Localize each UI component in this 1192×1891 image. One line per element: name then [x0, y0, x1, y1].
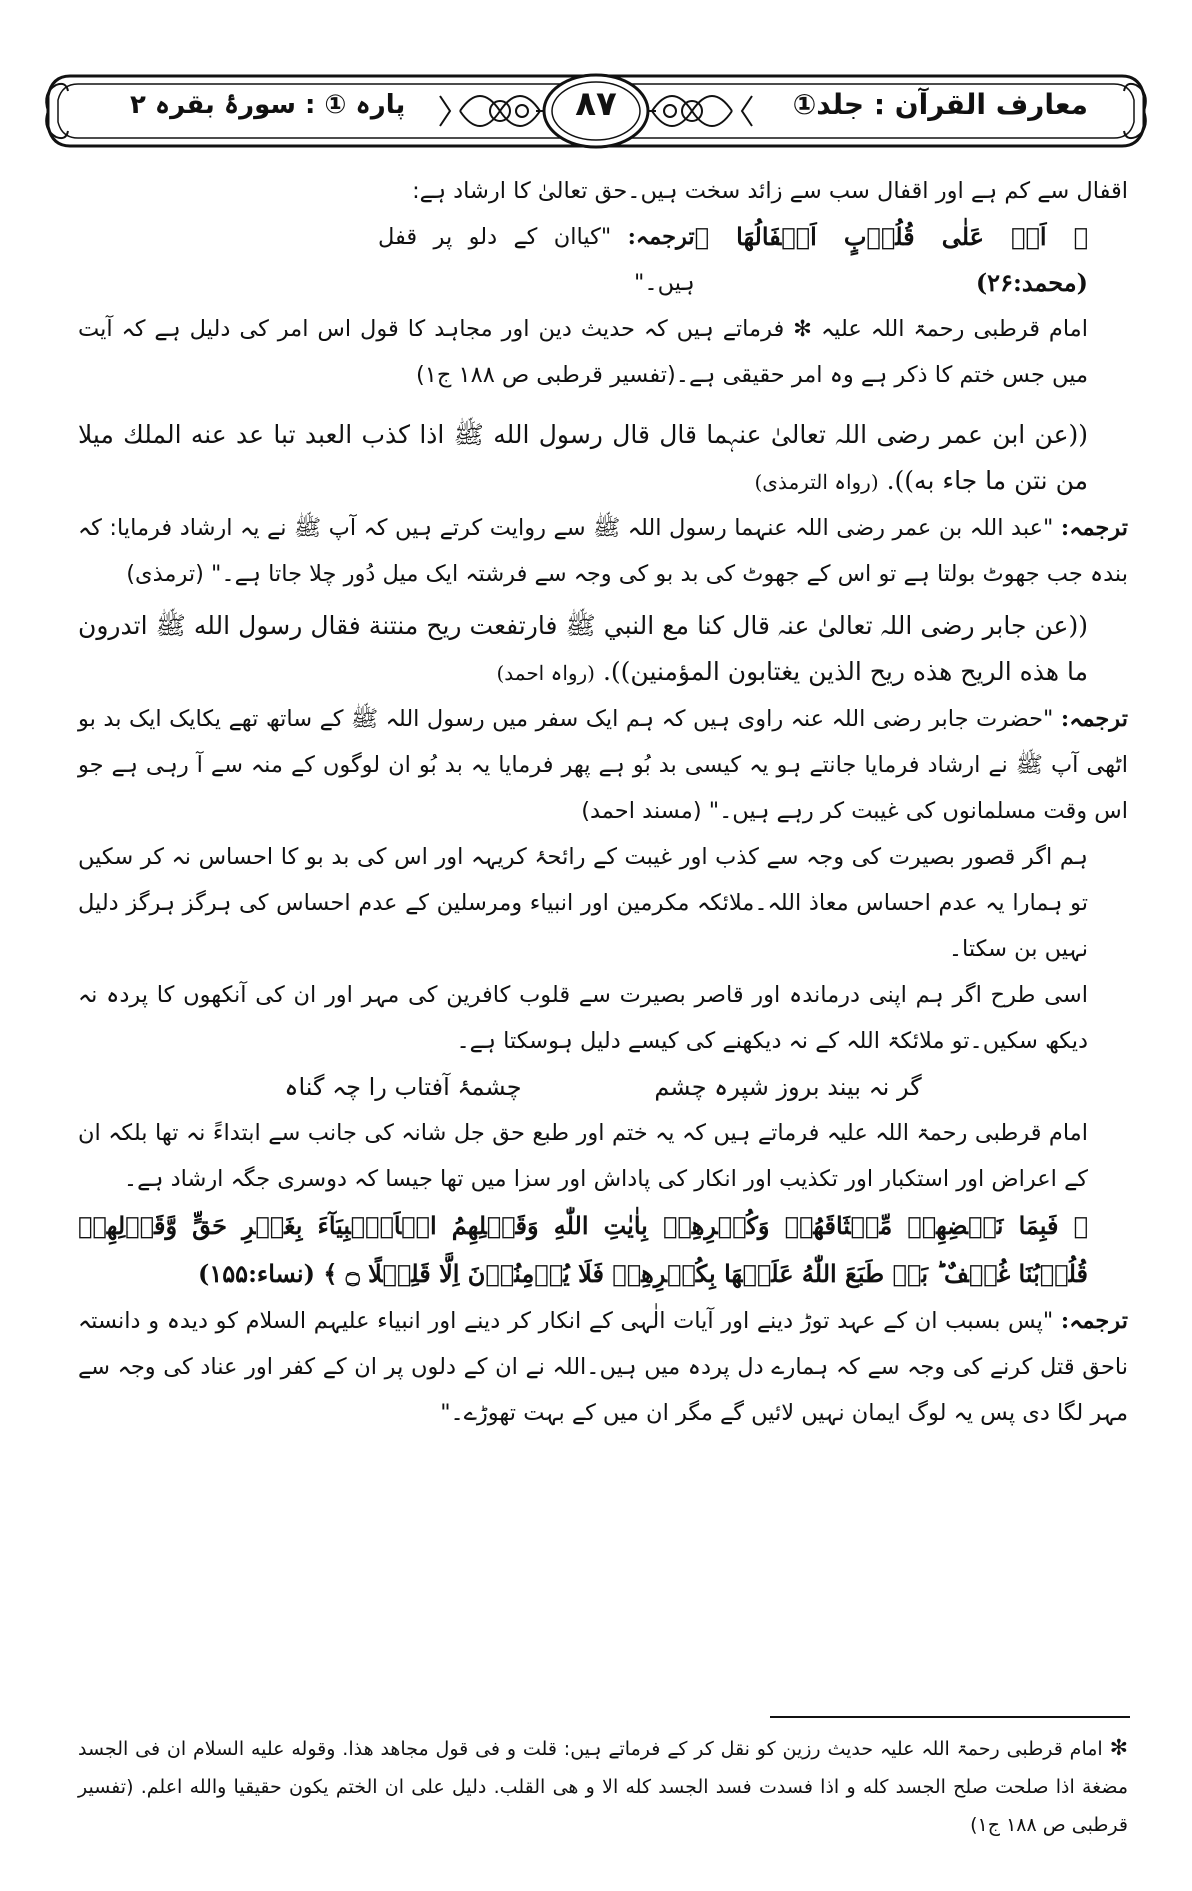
couplet-right: گر نہ بیند بروز شپرہ چشم: [654, 1073, 922, 1101]
hadith-2-ref: (رواہ احمد): [496, 661, 595, 685]
hadith-2-urdu-text: "حضرت جابر رضی اللہ عنہ راوی ہیں کہ ہم ایک سفر میں رسول اللہ ﷺ کے ساتھ تھے یکایک ایک بد بو اٹھی آپ ﷺ نے ارشاد فرمایا جانتے ہو یہ کیسی بد بُو ہے پھر فرمایا یہ بد بُو ان لوگوں کے منہ سے آ رہی ہے جو اس وقت مسلمانوں کی غیبت کر رہے ہیں۔" (مسند احمد): [78, 706, 1128, 824]
hadith-1-text: ((عن ابن عمر رضی اللہ تعالیٰ عنہما قال قال رسول الله ﷺ اذا كذب العبد تبا عد عنه الملك ميلا من نتن ما جاء به)).: [78, 420, 1088, 495]
para-info: پارہ ① : سورۂ بقرہ ۲: [130, 90, 406, 120]
line-intro: اقفال سے کم ہے اور اقفال سب سے زائد سخت ہیں۔حق تعالیٰ کا ارشاد ہے:: [412, 178, 1128, 204]
ayah-1-trans-text: "کیاان کے دلو پر قفل ہیں۔": [378, 224, 695, 296]
footnote-body: امام قرطبی رحمۃ اللہ علیہ حدیث رزین کو نقل کر کے فرماتے ہیں: قلت و فی قول مجاهد هذا. وقوله عليه السلام ان فی الجسد مضغة اذا صلحت صلح الجسد كله و اذا فسدت فسد الجسد كله الا و هی القلب. دليل على ان الختم يكون حقيقيا والله اعلم. (تفسیر قرطبی ص ۱۸۸ ج۱): [78, 1738, 1128, 1836]
ayah-1-translation: [378, 214, 695, 306]
para-isi-tarah: اسی طرح اگر ہم اپنی درماندہ اور قاصر بصیرت سے قلوب کافرین کی مہر اور ان کی آنکھوں کا پردہ نہ دیکھ سکیں۔تو ملائکۃ اللہ کے نہ دیکھنے کی کیسے دلیل ہوسکتا ہے۔: [78, 982, 1088, 1054]
hadith-1-ref: (رواہ الترمذی): [754, 470, 879, 494]
footnote: [78, 1730, 1128, 1844]
ayah-2-urdu: [78, 1298, 1128, 1436]
tarjuma-label: ترجمہ:: [1060, 1308, 1128, 1334]
main-text: [78, 168, 1128, 1436]
para-qurtubi: امام قرطبی رحمۃ اللہ علیہ ✻ فرماتے ہیں کہ حدیث دین اور مجاہد کا قول اس امر کی دلیل ہے کہ آیت میں جس ختم کا ذکر ہے وہ امر حقیقی ہے۔(تفسیر قرطبی ص ۱۸۸ ج۱): [78, 316, 1088, 388]
ayah-2: ﴿ فَبِمَا نَقۡضِهِمۡ مِّيۡثَاقَهُمۡ وَكُفۡرِهِمۡ بِاٰيٰتِ اللّٰهِ وَقَتۡلِهِمُ الۡاَنۡۢبِيَآءَ بِغَيۡرِ حَقٍّ وَّقَوۡلِهِمۡ قُلُوۡبُنَا غُلۡفٌ ؕ بَلۡ طَبَعَ اللّٰهُ عَلَيۡهَا بِكُفۡرِهِمۡ فَلَا يُؤۡمِنُوۡنَ اِلَّا قَلِيۡلًا ۝ ﴾ (نساء:۱۵۵): [78, 1211, 1088, 1288]
persian-couplet: [78, 1064, 1128, 1110]
ayah-2-urdu-text: "پس بسبب ان کے عہد توڑ دینے اور آیات الٰہی کے انکار کر دینے اور انبیاء علیہم السلام کو دیدہ و دانستہ ناحق قتل کرنے کی وجہ سے کہ ہمارے دل پردہ میں ہیں۔اللہ نے ان کے دلوں پر ان کے کفر اور عناد کی وجہ سے مہر لگا دی پس یہ لوگ ایمان نہیں لائیں گے مگر ان میں کے بہت تھوڑے۔": [78, 1308, 1128, 1426]
couplet-left: چشمۂ آفتاب را چہ گناہ: [284, 1073, 522, 1101]
book-title: معارف القرآن : جلد①: [792, 88, 1088, 121]
page-header: [40, 66, 1152, 156]
tarjuma-label: ترجمہ:: [1060, 706, 1128, 732]
ayah-1: ﴿ اَمۡ عَلٰی قُلُوۡبٍ اَقۡفَالُهَا ﴾ (محمد:۲۶): [694, 222, 1088, 297]
footnote-separator: [770, 1716, 1130, 1718]
hadith-2-text: ((عن جابر رضی اللہ تعالیٰ عنہ قال كنا مع النبي ﷺ فارتفعت ريح منتنة فقال رسول الله ﷺ اتدرون ما هذه الريح هذه ريح الذين يغتابون المؤمنين)).: [78, 611, 1088, 686]
para-basirat: ہم اگر قصور بصیرت کی وجہ سے کذب اور غیبت کے رائحۂ کریہہ اور اس کی بد بو کا احساس نہ کر سکیں تو ہمارا یہ عدم احساس معاذ اللہ۔ملائکہ مکرمین اور انبیاء ومرسلین کے عدم احساس کی ہرگز ہرگز دلیل نہیں بن سکتا۔: [78, 844, 1088, 962]
para-qurtubi-2: امام قرطبی رحمۃ اللہ علیہ فرماتے ہیں کہ یہ ختم اور طبع حق جل شانہ کی جانب سے ابتداءً نہ تھا بلکہ ان کے اعراض اور استکبار اور تکذیب اور انکار کی پاداش اور سزا میں تھا جیسا کہ دوسری جگہ ارشاد ہے۔: [78, 1120, 1088, 1192]
page-number: ۸۷: [575, 84, 617, 124]
hadith-1-urdu: [78, 505, 1128, 597]
footnote-marker: ✻: [1109, 1736, 1128, 1761]
hadith-2-arabic: [78, 603, 1128, 696]
tarjuma-label: ترجمہ:: [627, 224, 695, 250]
hadith-1-urdu-text: "عبد اللہ بن عمر رضی اللہ عنہما رسول اللہ ﷺ سے روایت کرتے ہیں کہ آپ ﷺ نے یہ ارشاد فرمایا: کہ بندہ جب جھوٹ بولتا ہے تو اس کے جھوٹ کی بد بو کی وجہ سے فرشتہ ایک میل دُور چلا جاتا ہے۔" (ترمذی): [78, 515, 1128, 587]
tarjuma-label: ترجمہ:: [1060, 515, 1128, 541]
hadith-2-urdu: [78, 696, 1128, 834]
ayah-block-1: [78, 214, 1128, 306]
hadith-1-arabic: [78, 412, 1128, 505]
footnote-text: [78, 1730, 1128, 1844]
